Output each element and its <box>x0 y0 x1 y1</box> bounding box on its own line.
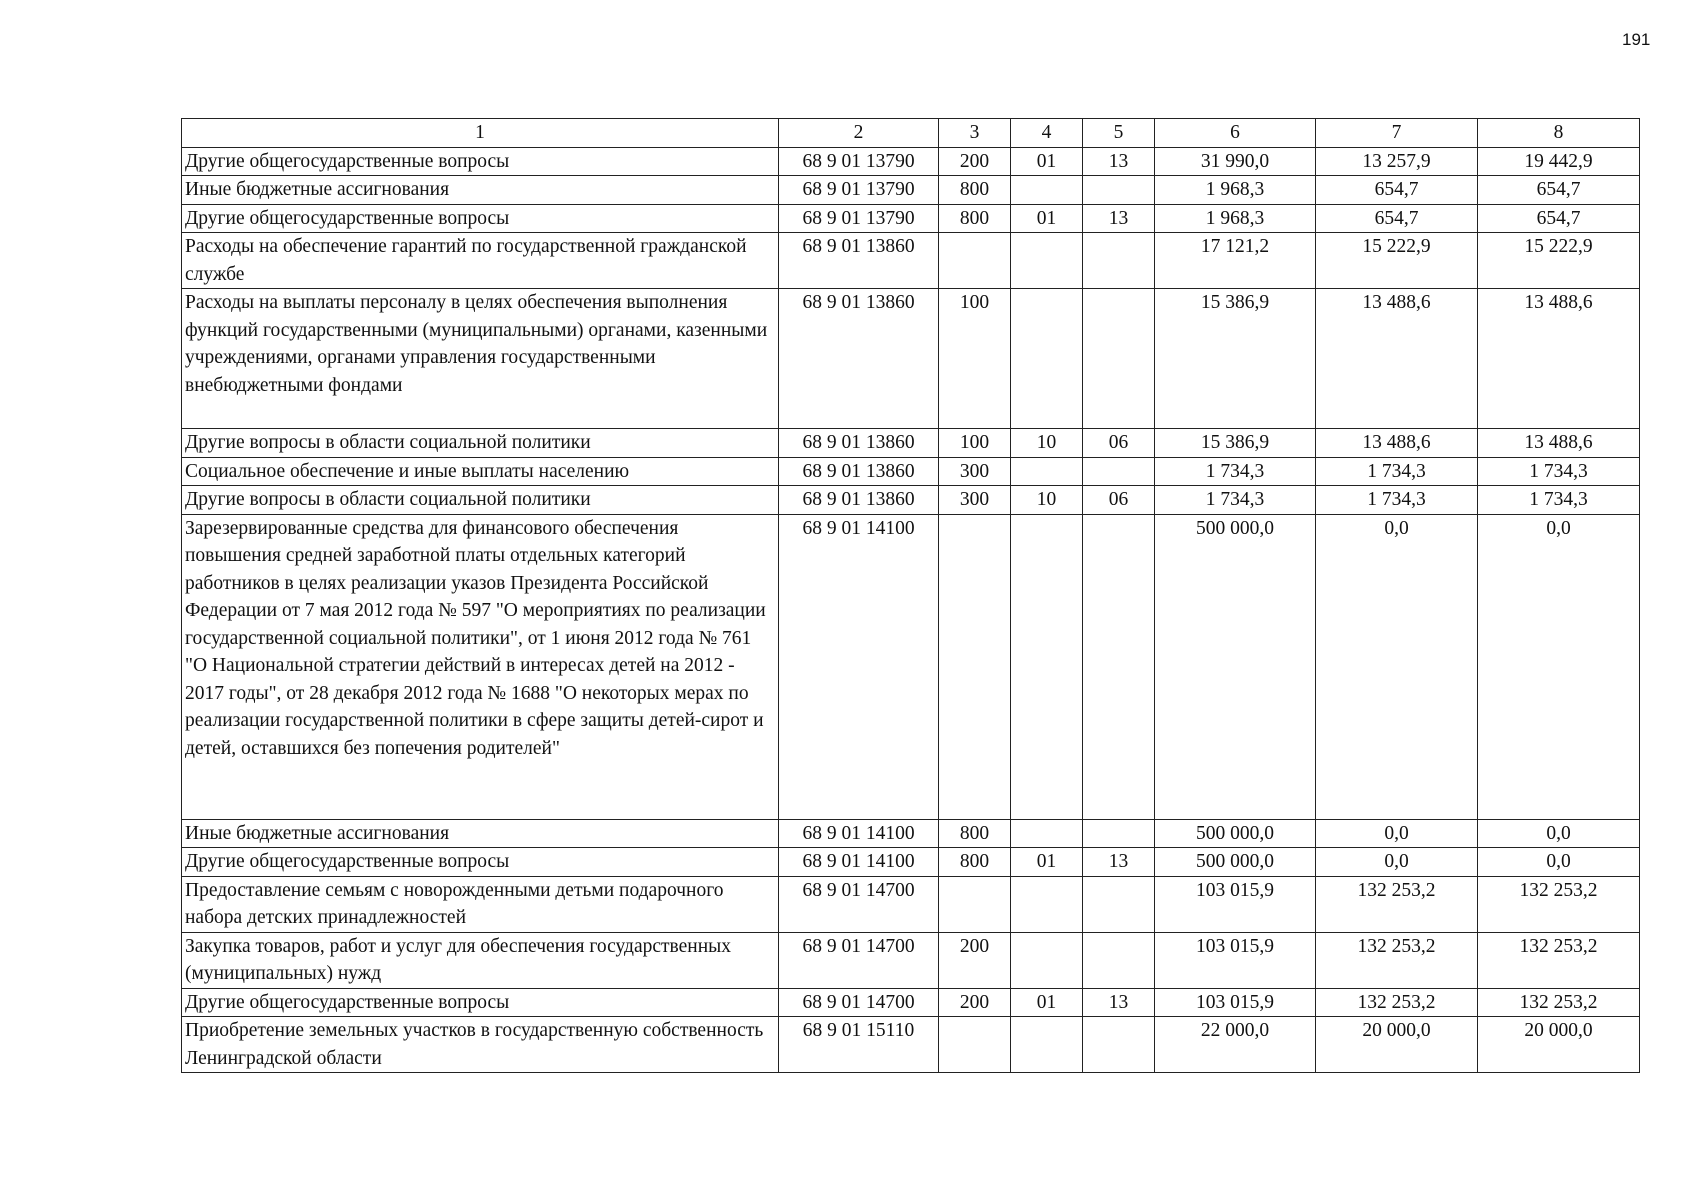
amount-col8-cell: 132 253,2 <box>1478 876 1640 932</box>
amount-col8-cell: 132 253,2 <box>1478 988 1640 1017</box>
expense-type-cell: 100 <box>939 289 1011 429</box>
column-number: 5 <box>1083 119 1155 148</box>
row-name-cell: Расходы на обеспечение гарантий по государственной гражданской службе <box>182 233 779 289</box>
column-number: 4 <box>1011 119 1083 148</box>
amount-col8-cell: 20 000,0 <box>1478 1017 1640 1073</box>
subsection-cell <box>1083 876 1155 932</box>
row-name-cell: Социальное обеспечение и иные выплаты населению <box>182 457 779 486</box>
amount-col6-cell: 1 968,3 <box>1155 176 1316 205</box>
section-cell <box>1011 1017 1083 1073</box>
subsection-cell <box>1083 819 1155 848</box>
table-row <box>182 848 1640 877</box>
amount-col6-cell: 500 000,0 <box>1155 514 1316 819</box>
row-name-cell: Приобретение земельных участков в государственную собственность Ленинградской области <box>182 1017 779 1073</box>
table-row <box>182 876 1640 932</box>
subsection-cell: 13 <box>1083 848 1155 877</box>
amount-col6-cell: 31 990,0 <box>1155 147 1316 176</box>
section-cell <box>1011 233 1083 289</box>
amount-col7-cell: 1 734,3 <box>1316 486 1478 515</box>
page-number: 191 <box>1622 30 1651 49</box>
target-code-cell: 68 9 01 14100 <box>779 819 939 848</box>
target-code-cell: 68 9 01 13790 <box>779 204 939 233</box>
subsection-cell: 06 <box>1083 486 1155 515</box>
expense-type-cell: 300 <box>939 457 1011 486</box>
budget-table <box>181 118 1640 1073</box>
table-row <box>182 1017 1640 1073</box>
target-code-cell: 68 9 01 13860 <box>779 457 939 486</box>
target-code-cell: 68 9 01 13860 <box>779 486 939 515</box>
target-code-cell: 68 9 01 13790 <box>779 176 939 205</box>
column-number: 6 <box>1155 119 1316 148</box>
section-cell <box>1011 819 1083 848</box>
subsection-cell <box>1083 233 1155 289</box>
section-cell <box>1011 514 1083 819</box>
expense-type-cell: 800 <box>939 176 1011 205</box>
amount-col7-cell: 132 253,2 <box>1316 932 1478 988</box>
section-cell <box>1011 932 1083 988</box>
amount-col6-cell: 17 121,2 <box>1155 233 1316 289</box>
target-code-cell: 68 9 01 14100 <box>779 514 939 819</box>
row-name-cell: Другие общегосударственные вопросы <box>182 848 779 877</box>
table-row <box>182 147 1640 176</box>
amount-col6-cell: 500 000,0 <box>1155 848 1316 877</box>
amount-col8-cell: 15 222,9 <box>1478 233 1640 289</box>
section-cell: 01 <box>1011 848 1083 877</box>
amount-col7-cell: 13 488,6 <box>1316 429 1478 458</box>
expense-type-cell: 800 <box>939 848 1011 877</box>
table-row <box>182 176 1640 205</box>
expense-type-cell: 200 <box>939 988 1011 1017</box>
subsection-cell: 06 <box>1083 429 1155 458</box>
subsection-cell <box>1083 289 1155 429</box>
target-code-cell: 68 9 01 14700 <box>779 932 939 988</box>
subsection-cell <box>1083 176 1155 205</box>
expense-type-cell <box>939 876 1011 932</box>
section-cell <box>1011 876 1083 932</box>
table-row <box>182 514 1640 819</box>
row-name-cell: Другие общегосударственные вопросы <box>182 988 779 1017</box>
section-cell: 01 <box>1011 988 1083 1017</box>
amount-col6-cell: 103 015,9 <box>1155 988 1316 1017</box>
expense-type-cell <box>939 1017 1011 1073</box>
amount-col8-cell: 13 488,6 <box>1478 429 1640 458</box>
column-number: 1 <box>182 119 779 148</box>
target-code-cell: 68 9 01 13860 <box>779 429 939 458</box>
row-name-cell: Иные бюджетные ассигнования <box>182 176 779 205</box>
amount-col6-cell: 1 968,3 <box>1155 204 1316 233</box>
subsection-cell: 13 <box>1083 204 1155 233</box>
column-number-row <box>182 119 1640 148</box>
target-code-cell: 68 9 01 13860 <box>779 233 939 289</box>
amount-col7-cell: 0,0 <box>1316 514 1478 819</box>
amount-col7-cell: 654,7 <box>1316 176 1478 205</box>
amount-col6-cell: 103 015,9 <box>1155 876 1316 932</box>
amount-col7-cell: 1 734,3 <box>1316 457 1478 486</box>
subsection-cell: 13 <box>1083 147 1155 176</box>
row-name-cell: Закупка товаров, работ и услуг для обеспечения государственных (муниципальных) нужд <box>182 932 779 988</box>
expense-type-cell: 200 <box>939 147 1011 176</box>
amount-col6-cell: 1 734,3 <box>1155 457 1316 486</box>
amount-col6-cell: 1 734,3 <box>1155 486 1316 515</box>
expense-type-cell: 100 <box>939 429 1011 458</box>
row-name-cell: Другие общегосударственные вопросы <box>182 204 779 233</box>
column-number: 7 <box>1316 119 1478 148</box>
row-name-cell: Другие вопросы в области социальной политики <box>182 429 779 458</box>
amount-col8-cell: 1 734,3 <box>1478 486 1640 515</box>
row-name-cell: Расходы на выплаты персоналу в целях обеспечения выполнения функций государственными (муниципальными) органами, казенными учреждениями, органами управления государственными внебюджетными фондами <box>182 289 779 429</box>
amount-col8-cell: 13 488,6 <box>1478 289 1640 429</box>
section-cell: 10 <box>1011 429 1083 458</box>
table-row <box>182 819 1640 848</box>
section-cell <box>1011 289 1083 429</box>
expense-type-cell: 800 <box>939 819 1011 848</box>
target-code-cell: 68 9 01 14700 <box>779 988 939 1017</box>
expense-type-cell: 800 <box>939 204 1011 233</box>
column-number: 2 <box>779 119 939 148</box>
amount-col7-cell: 654,7 <box>1316 204 1478 233</box>
table-row <box>182 988 1640 1017</box>
amount-col7-cell: 13 257,9 <box>1316 147 1478 176</box>
column-number: 3 <box>939 119 1011 148</box>
target-code-cell: 68 9 01 13860 <box>779 289 939 429</box>
subsection-cell <box>1083 932 1155 988</box>
row-name-cell: Другие общегосударственные вопросы <box>182 147 779 176</box>
amount-col8-cell: 0,0 <box>1478 514 1640 819</box>
amount-col8-cell: 654,7 <box>1478 204 1640 233</box>
amount-col7-cell: 13 488,6 <box>1316 289 1478 429</box>
subsection-cell <box>1083 514 1155 819</box>
table-row <box>182 457 1640 486</box>
target-code-cell: 68 9 01 15110 <box>779 1017 939 1073</box>
section-cell <box>1011 176 1083 205</box>
column-number: 8 <box>1478 119 1640 148</box>
section-cell: 10 <box>1011 486 1083 515</box>
amount-col8-cell: 19 442,9 <box>1478 147 1640 176</box>
table-row <box>182 486 1640 515</box>
table-row <box>182 233 1640 289</box>
row-name-cell: Иные бюджетные ассигнования <box>182 819 779 848</box>
amount-col6-cell: 500 000,0 <box>1155 819 1316 848</box>
amount-col6-cell: 15 386,9 <box>1155 429 1316 458</box>
section-cell <box>1011 457 1083 486</box>
table-row <box>182 932 1640 988</box>
amount-col7-cell: 15 222,9 <box>1316 233 1478 289</box>
subsection-cell <box>1083 1017 1155 1073</box>
table-row <box>182 204 1640 233</box>
section-cell: 01 <box>1011 204 1083 233</box>
amount-col7-cell: 132 253,2 <box>1316 988 1478 1017</box>
amount-col8-cell: 0,0 <box>1478 848 1640 877</box>
expense-type-cell: 200 <box>939 932 1011 988</box>
expense-type-cell <box>939 514 1011 819</box>
amount-col7-cell: 132 253,2 <box>1316 876 1478 932</box>
amount-col8-cell: 654,7 <box>1478 176 1640 205</box>
amount-col7-cell: 20 000,0 <box>1316 1017 1478 1073</box>
subsection-cell: 13 <box>1083 988 1155 1017</box>
expense-type-cell <box>939 233 1011 289</box>
amount-col8-cell: 0,0 <box>1478 819 1640 848</box>
amount-col7-cell: 0,0 <box>1316 848 1478 877</box>
section-cell: 01 <box>1011 147 1083 176</box>
table-row <box>182 429 1640 458</box>
table-row <box>182 289 1640 429</box>
row-name-cell: Предоставление семьям с новорожденными детьми подарочного набора детских принадлежностей <box>182 876 779 932</box>
amount-col8-cell: 132 253,2 <box>1478 932 1640 988</box>
target-code-cell: 68 9 01 14700 <box>779 876 939 932</box>
target-code-cell: 68 9 01 14100 <box>779 848 939 877</box>
row-name-cell: Другие вопросы в области социальной политики <box>182 486 779 515</box>
amount-col7-cell: 0,0 <box>1316 819 1478 848</box>
subsection-cell <box>1083 457 1155 486</box>
expense-type-cell: 300 <box>939 486 1011 515</box>
target-code-cell: 68 9 01 13790 <box>779 147 939 176</box>
row-name-cell: Зарезервированные средства для финансового обеспечения повышения средней заработной платы отдельных категорий работников в целях реализации указов Президента Российской Федерации от 7 мая 2012 года № 597 "О мероприятиях по реализации государственной социальной политики", от 1 июня 2012 года № 761 "О Национальной стратегии действий в интересах детей на 2012 - 2017 годы", от 28 декабря 2012 года № 1688 "О некоторых мерах по реализации государственной политики в сфере защиты детей-сирот и детей, оставшихся без попечения родителей" <box>182 514 779 819</box>
amount-col6-cell: 15 386,9 <box>1155 289 1316 429</box>
amount-col6-cell: 103 015,9 <box>1155 932 1316 988</box>
amount-col8-cell: 1 734,3 <box>1478 457 1640 486</box>
amount-col6-cell: 22 000,0 <box>1155 1017 1316 1073</box>
